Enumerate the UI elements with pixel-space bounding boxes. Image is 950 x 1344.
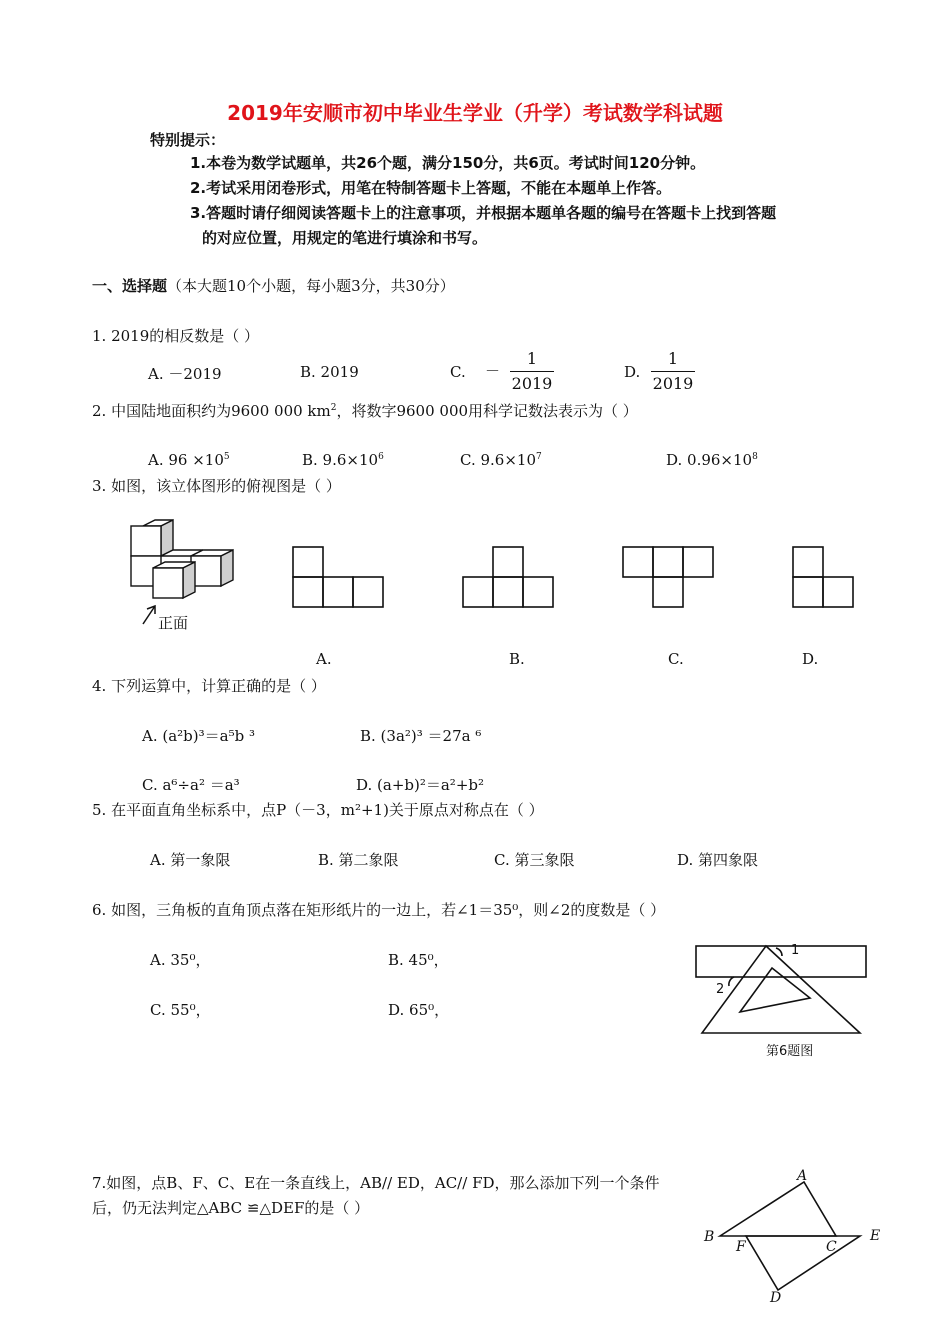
q6-figure-caption: 第6题图 [766,1044,814,1059]
q3-option-d-figure [792,546,856,610]
q1-option-d-label: D. [624,363,641,381]
q6-option-a: A. 35⁰， [150,951,211,969]
q6-angle-1-label: 1 [791,943,800,958]
q3-option-a-figure [292,546,386,610]
q7-point-e: E [870,1228,881,1244]
q6-angle-2-label: 2 [716,982,725,997]
q7-line-2: 后，仍无法判定△ABC ≌△DEF的是（ ） [92,1199,370,1217]
q5-option-c: C. 第三象限 [494,851,575,869]
q1-d-fraction-bar [651,371,695,372]
q1-stem: 1. 2019的相反数是（ ） [92,327,260,345]
q2-option-d [666,451,758,469]
notice-item-3: 3.答题时请仔细阅读答题卡上的注意事项，并根据本题单各题的编号在答题卡上找到答题 [190,204,777,222]
notice-item-2: 2.考试采用闭卷形式，用笔在特制答题卡上答题，不能在本题单上作答。 [190,179,672,197]
page-title: 2019年安顺市初中毕业生学业（升学）考试数学科试题 [227,101,723,125]
q7-point-f: F [736,1239,746,1255]
q2-stem [92,400,638,421]
q6-stem: 6. 如图，三角板的直角顶点落在矩形纸片的一边上，若∠1＝35⁰，则∠2的度数是（ ） [92,901,666,919]
q3-option-c-figure [622,546,716,610]
q3-front-label: 正面 [158,614,189,632]
notice-heading: 特别提示： [150,131,226,149]
q1-option-a: A. －2019 [148,365,222,383]
q5-option-a: A. 第一象限 [150,851,231,869]
q4-option-c: C. a⁶÷a² ＝a³ [142,776,240,794]
q1-option-c-fraction [510,348,554,395]
q7-point-c: C [826,1239,837,1255]
section-heading-note: （本大题10个小题，每小题3分，共30分） [167,277,455,295]
q2-option-a-text: A. 96 ×10 [148,451,224,469]
q2-option-d-exp: 8 [752,452,758,462]
q4-option-b: B. (3a²)³ ＝27a ⁶ [360,727,482,745]
q2-option-b [302,451,384,469]
q2-stem-b: ，将数字9600 000用科学记数法表示为（ ） [336,402,638,420]
q2-option-d-text: D. 0.96×10 [666,451,753,469]
q3-label-a: A. [316,650,332,668]
q6-option-c: C. 55⁰， [150,1001,211,1019]
notice-item-1: 1.本卷为数学试题单，共26个题，满分150分，共6页。考试时间120分钟。 [190,154,706,172]
q7-line-1: 7.如图，点B、F、C、E在一条直线上，AB// ED，AC// FD，那么添加下列一个条件 [92,1174,660,1192]
q1-option-c-label: C. [450,363,466,381]
q3-label-b: B. [509,650,525,668]
section-heading [92,275,455,296]
q6-option-d: D. 65⁰， [388,1001,450,1019]
q5-option-b: B. 第二象限 [318,851,399,869]
q5-stem: 5. 在平面直角坐标系中，点P（－3，m²+1)关于原点对称点在（ ） [92,801,544,819]
q7-point-d: D [770,1290,782,1306]
q6-option-b: B. 45⁰， [388,951,449,969]
q2-option-a-exp: 5 [223,452,230,462]
q1-option-c-sign: － [485,362,501,380]
q1-c-fraction-bar [510,371,554,372]
q2-option-c-text: C. 9.6×10 [460,451,536,469]
section-heading-title: 一、选择题 [92,277,168,295]
q1-d-numerator: 1 [667,349,679,368]
notice-item-3-cont: 的对应位置，用规定的笔进行填涂和书写。 [202,229,488,247]
q1-c-denominator: 2019 [511,374,553,393]
q3-option-b-figure [462,546,556,610]
q2-option-c [460,451,542,469]
q1-option-d-fraction [651,348,695,395]
q4-option-d: D. (a+b)²＝a²+b² [356,776,484,794]
q2-option-a [148,451,230,469]
q7-point-a: A [797,1168,808,1184]
q2-option-b-text: B. 9.6×10 [302,451,379,469]
q5-option-d: D. 第四象限 [677,851,759,869]
q7-point-b: B [704,1229,715,1245]
q1-option-b: B. 2019 [300,363,359,381]
q1-d-denominator: 2019 [652,374,694,393]
q2-option-b-exp: 6 [378,452,384,462]
q4-option-a: A. (a²b)³＝a⁵b ³ [142,727,255,745]
q3-label-d: D. [802,650,819,668]
q2-stem-sup: 2 [330,403,337,413]
q3-label-c: C. [668,650,684,668]
q1-c-numerator: 1 [526,349,538,368]
q2-stem-a: 2. 中国陆地面积约为9600 000 km [92,402,331,420]
q7-figure [700,1166,890,1311]
q4-stem: 4. 下列运算中，计算正确的是（ ） [92,677,326,695]
q3-stem: 3. 如图，该立体图形的俯视图是（ ） [92,477,341,495]
q2-option-c-exp: 7 [536,452,542,462]
